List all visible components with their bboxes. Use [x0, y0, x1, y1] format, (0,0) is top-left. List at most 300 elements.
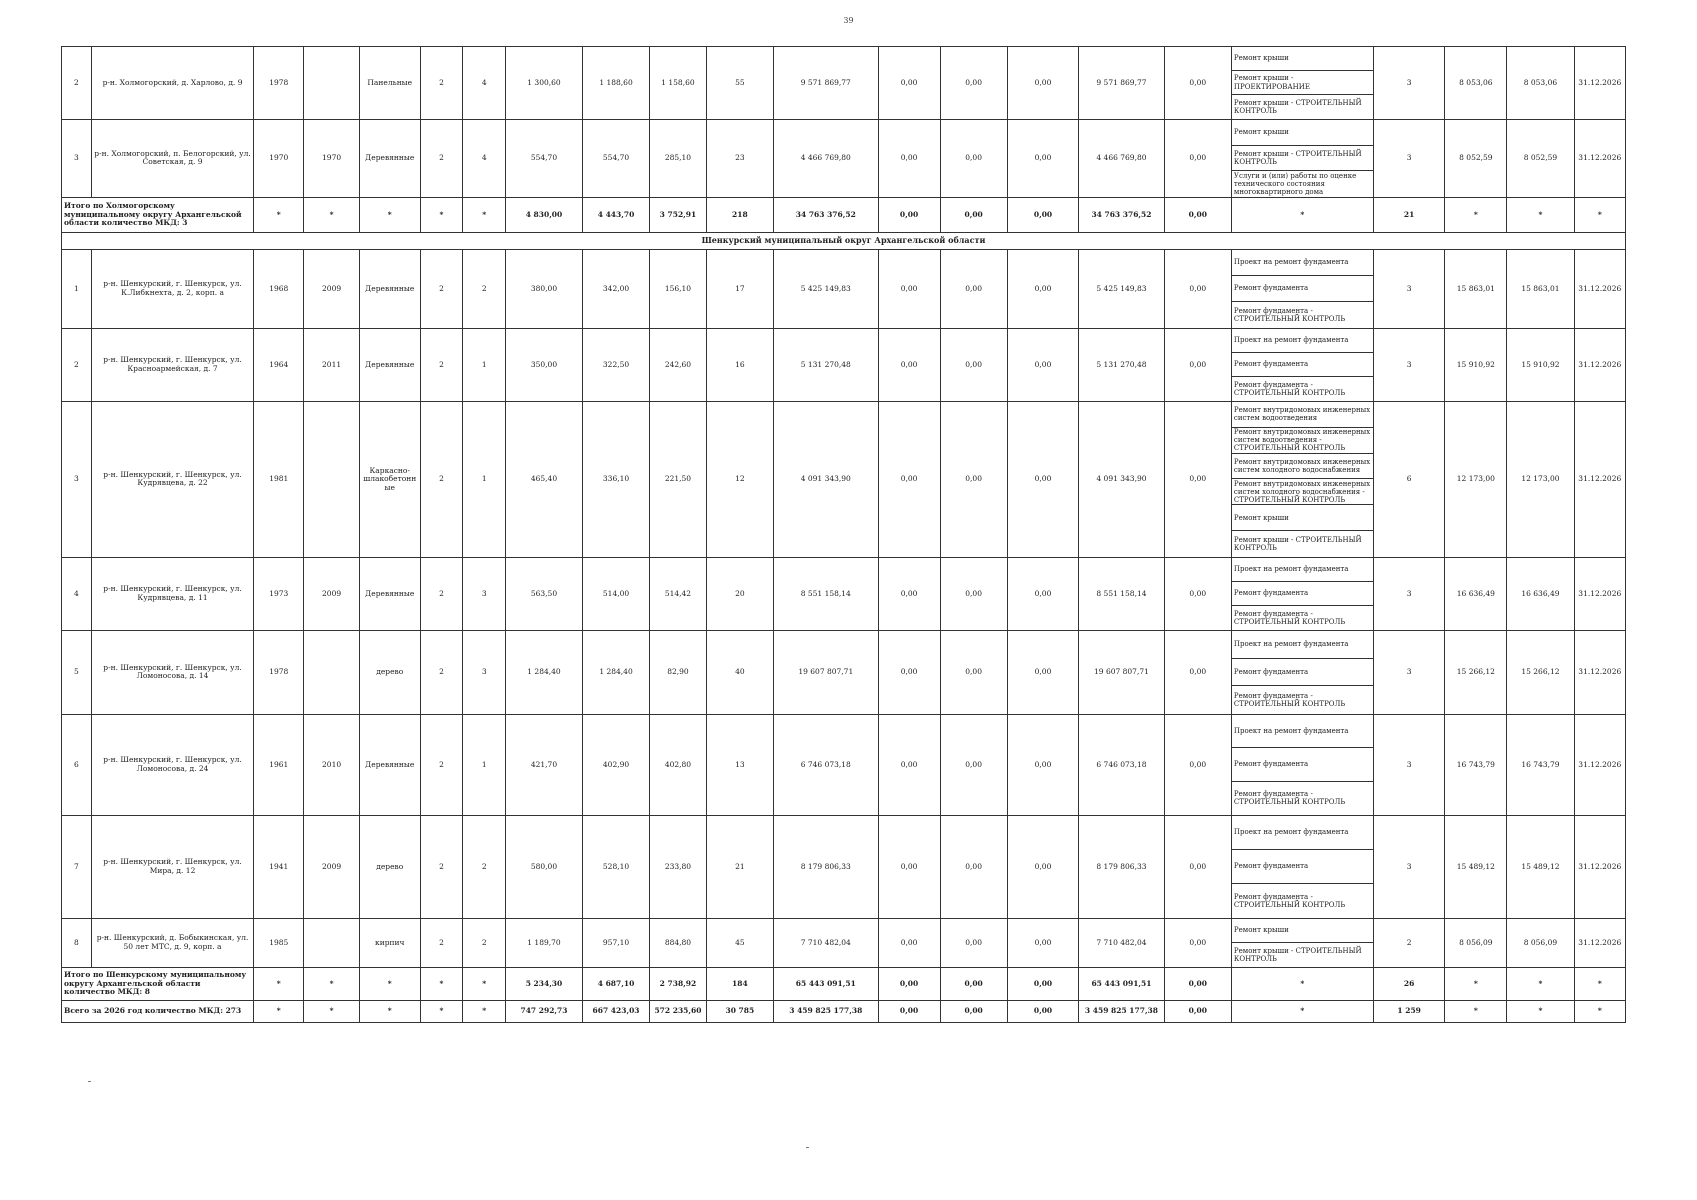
- cell-entrances: 1: [463, 401, 506, 557]
- cell-area-total: 1 189,70: [506, 918, 583, 967]
- cell-unit-cost: 16 743,79: [1445, 714, 1507, 815]
- cell-year-built: 1985: [254, 918, 304, 967]
- cell-area-living: 514,00: [582, 557, 649, 630]
- cell-budget-local: 0,00: [1007, 328, 1079, 401]
- cell-residents: 55: [706, 47, 773, 120]
- cell-deadline: 31.12.2026: [1574, 557, 1625, 630]
- cell-budget-region: 0,00: [940, 815, 1007, 918]
- cell-cost-total: 8 179 806,33: [773, 815, 878, 918]
- cell-address: р-н. Шенкурский, г. Шенкурск, ул. Кудрявцева, д. 22: [91, 401, 253, 557]
- works-cell: [1231, 815, 1373, 918]
- work-type-item: Ремонт фундамента - СТРОИТЕЛЬНЫЙ КОНТРОЛЬ: [1233, 609, 1346, 626]
- cell-budget-region: 0,00: [940, 328, 1007, 401]
- total-owners: 34 763 376,52: [1079, 197, 1164, 232]
- cell-deadline: 31.12.2026: [1574, 47, 1625, 120]
- cell-material: Деревянные: [359, 714, 420, 815]
- work-type-item: Ремонт фундамента: [1232, 659, 1373, 687]
- cell-owners: 9 571 869,77: [1079, 47, 1164, 120]
- cell-floors: 2: [420, 249, 463, 328]
- total-other: 0,00: [1164, 967, 1231, 1000]
- cell-entrances: 4: [463, 47, 506, 120]
- cell-other: 0,00: [1164, 47, 1231, 120]
- work-type-item: Ремонт крыши - СТРОИТЕЛЬНЫЙ КОНТРОЛЬ: [1233, 946, 1362, 963]
- total-star: *: [1574, 967, 1625, 1000]
- total-owners: 3 459 825 177,38: [1079, 1000, 1164, 1022]
- total-area-total: 5 234,30: [506, 967, 583, 1000]
- cell-budget-region: 0,00: [940, 47, 1007, 120]
- table-row: [62, 918, 1626, 967]
- cell-residents: 20: [706, 557, 773, 630]
- cell-no: 7: [62, 815, 92, 918]
- total-residents: 184: [706, 967, 773, 1000]
- cell-max-cost: 15 266,12: [1507, 630, 1574, 714]
- cell-entrances: 1: [463, 714, 506, 815]
- work-type-item: Ремонт фундамента: [1232, 850, 1373, 884]
- cell-cost-total: 6 746 073,18: [773, 714, 878, 815]
- cell-fund: 0,00: [878, 815, 940, 918]
- total-star: *: [420, 967, 463, 1000]
- cell-unit-cost: 8 052,59: [1445, 120, 1507, 198]
- cell-address: р-н. Холмогорский, д. Харлово, д. 9: [91, 47, 253, 120]
- work-type-item: Ремонт внутридомовых инженерных систем водоотведения - СТРОИТЕЛЬНЫЙ КОНТРОЛЬ: [1232, 428, 1373, 454]
- cell-deadline: 31.12.2026: [1574, 120, 1625, 198]
- cell-residents: 16: [706, 328, 773, 401]
- cell-year-built: 1978: [254, 47, 304, 120]
- cell-cost-total: 4 091 343,90: [773, 401, 878, 557]
- total-star: *: [254, 967, 304, 1000]
- cell-deadline: 31.12.2026: [1574, 918, 1625, 967]
- cell-address: р-н. Шенкурский, г. Шенкурск, ул. Ломоносова, д. 24: [91, 714, 253, 815]
- total-label: Итого по Холмогорскому муниципальному округу Архангельской области количество МКД: 3: [62, 197, 254, 232]
- cell-floors: 2: [420, 557, 463, 630]
- cell-material: Деревянные: [359, 120, 420, 198]
- cell-floors: 2: [420, 328, 463, 401]
- cell-area-living: 554,70: [582, 120, 649, 198]
- work-type-item: Ремонт крыши - СТРОИТЕЛЬНЫЙ КОНТРОЛЬ: [1233, 535, 1362, 553]
- total-star: *: [1507, 1000, 1574, 1022]
- page-number: 39: [843, 16, 854, 25]
- cell-year-repair: 2009: [304, 815, 360, 918]
- capital-repair-register-table: [61, 46, 1626, 1023]
- cell-area-total: 554,70: [506, 120, 583, 198]
- cell-no: 8: [62, 918, 92, 967]
- work-type-item: Ремонт крыши: [1232, 47, 1373, 71]
- cell-budget-local: 0,00: [1007, 120, 1079, 198]
- works-cell: [1231, 714, 1373, 815]
- cell-address: р-н. Шенкурский, д. Бобыкинская, ул. 50 лет МТС, д. 9, корп. а: [91, 918, 253, 967]
- total-cost-total: 34 763 376,52: [773, 197, 878, 232]
- work-type-item: Ремонт крыши: [1232, 120, 1373, 146]
- cell-owners: 5 425 149,83: [1079, 249, 1164, 328]
- cell-owners: 6 746 073,18: [1079, 714, 1164, 815]
- works-cell: [1231, 120, 1373, 198]
- total-area-total: 4 830,00: [506, 197, 583, 232]
- total-fund: 0,00: [878, 967, 940, 1000]
- cell-year-repair: 2010: [304, 714, 360, 815]
- work-type-item: Услуги и (или) работы по оценке технического состояния многоквартирного дома: [1233, 172, 1357, 197]
- cell-entrances: 3: [463, 557, 506, 630]
- cell-count: 3: [1373, 249, 1445, 328]
- cell-budget-local: 0,00: [1007, 557, 1079, 630]
- cell-max-cost: 8 052,59: [1507, 120, 1574, 198]
- work-type-item: Ремонт фундамента: [1232, 748, 1373, 781]
- cell-other: 0,00: [1164, 120, 1231, 198]
- works-cell: [1231, 557, 1373, 630]
- cell-unit-cost: 8 053,06: [1445, 47, 1507, 120]
- cell-area-living: 336,10: [582, 401, 649, 557]
- cell-floors: 2: [420, 714, 463, 815]
- section-row: [62, 232, 1626, 249]
- cell-address: р-н. Шенкурский, г. Шенкурск, ул. К.Либкнехта, д. 2, корп. а: [91, 249, 253, 328]
- cell-entrances: 2: [463, 249, 506, 328]
- cell-area-total: 350,00: [506, 328, 583, 401]
- total-area-living: 4 687,10: [582, 967, 649, 1000]
- work-type-item: Проект на ремонт фундамента: [1232, 631, 1373, 659]
- total-residents: 30 785: [706, 1000, 773, 1022]
- work-type-item: Ремонт внутридомовых инженерных систем водоотведения: [1232, 402, 1373, 428]
- cell-residents: 17: [706, 249, 773, 328]
- work-type-item: Проект на ремонт фундамента: [1232, 715, 1373, 748]
- work-type-item: Ремонт крыши - СТРОИТЕЛЬНЫЙ КОНТРОЛЬ: [1233, 98, 1362, 115]
- cell-max-cost: 16 636,49: [1507, 557, 1574, 630]
- cell-budget-local: 0,00: [1007, 401, 1079, 557]
- total-star: *: [359, 1000, 420, 1022]
- total-star: *: [254, 1000, 304, 1022]
- cell-max-cost: 16 743,79: [1507, 714, 1574, 815]
- total-star: *: [304, 1000, 360, 1022]
- cell-year-repair: [304, 918, 360, 967]
- cell-count: 2: [1373, 918, 1445, 967]
- cell-material: дерево: [359, 630, 420, 714]
- cell-count: 3: [1373, 328, 1445, 401]
- cell-area-total: 380,00: [506, 249, 583, 328]
- cell-deadline: 31.12.2026: [1574, 630, 1625, 714]
- cell-floors: 2: [420, 630, 463, 714]
- total-label: Итого по Шенкурскому муниципальному округу Архангельской области количество МКД: 8: [62, 967, 254, 1000]
- cell-owners: 8 551 158,14: [1079, 557, 1164, 630]
- cell-max-cost: 15 910,92: [1507, 328, 1574, 401]
- cell-cost-total: 8 551 158,14: [773, 557, 878, 630]
- cell-area-total: 421,70: [506, 714, 583, 815]
- cell-fund: 0,00: [878, 714, 940, 815]
- cell-area-total: 563,50: [506, 557, 583, 630]
- work-type-item: Ремонт фундамента - СТРОИТЕЛЬНЫЙ КОНТРОЛЬ: [1233, 892, 1346, 909]
- cell-no: 3: [62, 401, 92, 557]
- total-star: *: [1445, 197, 1507, 232]
- total-star: *: [1231, 1000, 1373, 1022]
- total-fund: 0,00: [878, 1000, 940, 1022]
- cell-area-total: 465,40: [506, 401, 583, 557]
- cell-fund: 0,00: [878, 47, 940, 120]
- cell-fund: 0,00: [878, 328, 940, 401]
- total-star: *: [1574, 197, 1625, 232]
- total-star: *: [1231, 197, 1373, 232]
- table-row: [62, 47, 1626, 120]
- cell-year-built: 1970: [254, 120, 304, 198]
- cell-budget-region: 0,00: [940, 557, 1007, 630]
- cell-deadline: 31.12.2026: [1574, 328, 1625, 401]
- cell-residents: 45: [706, 918, 773, 967]
- cell-fund: 0,00: [878, 401, 940, 557]
- cell-unit-cost: 15 489,12: [1445, 815, 1507, 918]
- table-row: [62, 120, 1626, 198]
- total-residents: 218: [706, 197, 773, 232]
- work-type-item: Проект на ремонт фундамента: [1232, 816, 1373, 850]
- cell-area-res: 156,10: [650, 249, 707, 328]
- cell-material: Панельные: [359, 47, 420, 120]
- cell-deadline: 31.12.2026: [1574, 249, 1625, 328]
- table-row: [62, 401, 1626, 557]
- work-type-item: Проект на ремонт фундамента: [1232, 250, 1373, 276]
- cell-address: р-н. Шенкурский, г. Шенкурск, ул. Красноармейская, д. 7: [91, 328, 253, 401]
- total-cost-total: 65 443 091,51: [773, 967, 878, 1000]
- cell-count: 3: [1373, 815, 1445, 918]
- cell-unit-cost: 15 863,01: [1445, 249, 1507, 328]
- cell-address: р-н. Шенкурский, г. Шенкурск, ул. Кудрявцева, д. 11: [91, 557, 253, 630]
- total-star: *: [463, 197, 506, 232]
- cell-area-res: 884,80: [650, 918, 707, 967]
- cell-budget-region: 0,00: [940, 630, 1007, 714]
- cell-area-living: 1 188,60: [582, 47, 649, 120]
- cell-fund: 0,00: [878, 557, 940, 630]
- cell-year-built: 1961: [254, 714, 304, 815]
- total-row: [62, 967, 1626, 1000]
- cell-budget-region: 0,00: [940, 714, 1007, 815]
- cell-entrances: 2: [463, 815, 506, 918]
- work-type-item: Ремонт крыши: [1232, 919, 1373, 943]
- scan-speck: [806, 1147, 809, 1148]
- total-area-res: 572 235,60: [650, 1000, 707, 1022]
- total-star: *: [420, 197, 463, 232]
- total-row: [62, 1000, 1626, 1022]
- cell-year-repair: [304, 630, 360, 714]
- cell-other: 0,00: [1164, 328, 1231, 401]
- cell-cost-total: 19 607 807,71: [773, 630, 878, 714]
- cell-deadline: 31.12.2026: [1574, 714, 1625, 815]
- cell-material: Деревянные: [359, 249, 420, 328]
- cell-residents: 40: [706, 630, 773, 714]
- cell-area-res: 242,60: [650, 328, 707, 401]
- total-count: 26: [1373, 967, 1445, 1000]
- total-budget-local: 0,00: [1007, 1000, 1079, 1022]
- work-type-item: Ремонт фундамента - СТРОИТЕЛЬНЫЙ КОНТРОЛЬ: [1233, 380, 1346, 397]
- work-type-item: Ремонт крыши: [1232, 505, 1373, 531]
- cell-unit-cost: 12 173,00: [1445, 401, 1507, 557]
- total-other: 0,00: [1164, 1000, 1231, 1022]
- cell-year-built: 1981: [254, 401, 304, 557]
- cell-residents: 12: [706, 401, 773, 557]
- cell-budget-local: 0,00: [1007, 249, 1079, 328]
- cell-no: 3: [62, 120, 92, 198]
- total-star: *: [1445, 1000, 1507, 1022]
- table-row: [62, 249, 1626, 328]
- cell-residents: 13: [706, 714, 773, 815]
- total-budget-local: 0,00: [1007, 197, 1079, 232]
- cell-other: 0,00: [1164, 249, 1231, 328]
- cell-fund: 0,00: [878, 918, 940, 967]
- cell-area-living: 322,50: [582, 328, 649, 401]
- cell-no: 5: [62, 630, 92, 714]
- works-cell: [1231, 328, 1373, 401]
- cell-max-cost: 15 863,01: [1507, 249, 1574, 328]
- work-type-item: Ремонт фундамента: [1232, 276, 1373, 302]
- cell-deadline: 31.12.2026: [1574, 815, 1625, 918]
- cell-owners: 4 091 343,90: [1079, 401, 1164, 557]
- cell-cost-total: 4 466 769,80: [773, 120, 878, 198]
- cell-year-built: 1978: [254, 630, 304, 714]
- total-budget-region: 0,00: [940, 967, 1007, 1000]
- cell-count: 3: [1373, 557, 1445, 630]
- cell-no: 2: [62, 328, 92, 401]
- cell-other: 0,00: [1164, 630, 1231, 714]
- total-star: *: [359, 197, 420, 232]
- cell-area-total: 1 284,40: [506, 630, 583, 714]
- cell-budget-region: 0,00: [940, 401, 1007, 557]
- cell-max-cost: 8 056,09: [1507, 918, 1574, 967]
- cell-floors: 2: [420, 120, 463, 198]
- cell-deadline: 31.12.2026: [1574, 401, 1625, 557]
- cell-owners: 8 179 806,33: [1079, 815, 1164, 918]
- total-area-res: 2 738,92: [650, 967, 707, 1000]
- cell-other: 0,00: [1164, 401, 1231, 557]
- cell-count: 3: [1373, 714, 1445, 815]
- cell-area-total: 580,00: [506, 815, 583, 918]
- work-type-item: Ремонт фундамента - СТРОИТЕЛЬНЫЙ КОНТРОЛЬ: [1233, 306, 1346, 323]
- cell-area-res: 402,80: [650, 714, 707, 815]
- cell-area-living: 528,10: [582, 815, 649, 918]
- total-area-res: 3 752,91: [650, 197, 707, 232]
- cell-entrances: 4: [463, 120, 506, 198]
- cell-floors: 2: [420, 47, 463, 120]
- total-star: *: [1445, 967, 1507, 1000]
- table-row: [62, 815, 1626, 918]
- total-budget-region: 0,00: [940, 1000, 1007, 1022]
- cell-count: 6: [1373, 401, 1445, 557]
- works-cell: [1231, 47, 1373, 120]
- cell-unit-cost: 15 266,12: [1445, 630, 1507, 714]
- cell-count: 3: [1373, 47, 1445, 120]
- cell-year-repair: 2009: [304, 557, 360, 630]
- cell-year-repair: [304, 47, 360, 120]
- total-star: *: [1574, 1000, 1625, 1022]
- cell-material: Деревянные: [359, 328, 420, 401]
- cell-area-res: 82,90: [650, 630, 707, 714]
- work-type-item: Ремонт внутридомовых инженерных систем холодного водоснабжения: [1232, 454, 1373, 480]
- cell-max-cost: 12 173,00: [1507, 401, 1574, 557]
- cell-area-living: 402,90: [582, 714, 649, 815]
- work-type-item: Ремонт фундамента: [1232, 353, 1373, 377]
- cell-year-repair: [304, 401, 360, 557]
- cell-area-res: 233,80: [650, 815, 707, 918]
- cell-material: дерево: [359, 815, 420, 918]
- cell-fund: 0,00: [878, 630, 940, 714]
- total-owners: 65 443 091,51: [1079, 967, 1164, 1000]
- cell-budget-local: 0,00: [1007, 630, 1079, 714]
- cell-other: 0,00: [1164, 557, 1231, 630]
- cell-cost-total: 7 710 482,04: [773, 918, 878, 967]
- works-cell: [1231, 249, 1373, 328]
- cell-area-living: 957,10: [582, 918, 649, 967]
- cell-year-built: 1973: [254, 557, 304, 630]
- total-star: *: [1231, 967, 1373, 1000]
- total-star: *: [359, 967, 420, 1000]
- cell-cost-total: 5 131 270,48: [773, 328, 878, 401]
- total-star: *: [463, 1000, 506, 1022]
- cell-count: 3: [1373, 630, 1445, 714]
- scan-speck: [88, 1081, 91, 1082]
- total-star: *: [304, 197, 360, 232]
- cell-year-built: 1941: [254, 815, 304, 918]
- cell-entrances: 2: [463, 918, 506, 967]
- total-cost-total: 3 459 825 177,38: [773, 1000, 878, 1022]
- cell-unit-cost: 8 056,09: [1445, 918, 1507, 967]
- cell-area-living: 342,00: [582, 249, 649, 328]
- work-type-item: Ремонт фундамента - СТРОИТЕЛЬНЫЙ КОНТРОЛЬ: [1233, 790, 1346, 807]
- cell-budget-local: 0,00: [1007, 815, 1079, 918]
- cell-other: 0,00: [1164, 714, 1231, 815]
- cell-owners: 19 607 807,71: [1079, 630, 1164, 714]
- cell-count: 3: [1373, 120, 1445, 198]
- table-row: [62, 714, 1626, 815]
- section-title: Шенкурский муниципальный округ Архангельской области: [62, 232, 1626, 249]
- cell-no: 1: [62, 249, 92, 328]
- cell-area-total: 1 300,60: [506, 47, 583, 120]
- total-count: 21: [1373, 197, 1445, 232]
- cell-owners: 7 710 482,04: [1079, 918, 1164, 967]
- work-type-item: Ремонт крыши - ПРОЕКТИРОВАНИЕ: [1232, 71, 1373, 95]
- total-star: *: [254, 197, 304, 232]
- cell-residents: 21: [706, 815, 773, 918]
- cell-budget-region: 0,00: [940, 918, 1007, 967]
- total-star: *: [1507, 967, 1574, 1000]
- cell-no: 6: [62, 714, 92, 815]
- cell-owners: 5 131 270,48: [1079, 328, 1164, 401]
- total-row: [62, 197, 1626, 232]
- work-type-item: Ремонт фундамента - СТРОИТЕЛЬНЫЙ КОНТРОЛЬ: [1233, 692, 1346, 709]
- cell-budget-region: 0,00: [940, 120, 1007, 198]
- table-row: [62, 630, 1626, 714]
- total-label: Всего за 2026 год количество МКД: 273: [62, 1000, 254, 1022]
- cell-year-repair: 1970: [304, 120, 360, 198]
- cell-year-built: 1968: [254, 249, 304, 328]
- cell-address: р-н. Шенкурский, г. Шенкурск, ул. Мира, д. 12: [91, 815, 253, 918]
- table-row: [62, 328, 1626, 401]
- total-count: 1 259: [1373, 1000, 1445, 1022]
- work-type-item: Ремонт внутридомовых инженерных систем холодного водоснабжения - СТРОИТЕЛЬНЫЙ КОНТРОЛЬ: [1232, 479, 1373, 505]
- cell-fund: 0,00: [878, 249, 940, 328]
- works-cell: [1231, 630, 1373, 714]
- cell-budget-local: 0,00: [1007, 714, 1079, 815]
- cell-cost-total: 5 425 149,83: [773, 249, 878, 328]
- cell-cost-total: 9 571 869,77: [773, 47, 878, 120]
- total-area-living: 667 423,03: [582, 1000, 649, 1022]
- total-star: *: [304, 967, 360, 1000]
- cell-area-res: 285,10: [650, 120, 707, 198]
- total-star: *: [420, 1000, 463, 1022]
- cell-owners: 4 466 769,80: [1079, 120, 1164, 198]
- total-budget-region: 0,00: [940, 197, 1007, 232]
- work-type-item: Проект на ремонт фундамента: [1232, 558, 1373, 582]
- work-type-item: Ремонт фундамента: [1232, 582, 1373, 606]
- cell-area-res: 221,50: [650, 401, 707, 557]
- total-budget-local: 0,00: [1007, 967, 1079, 1000]
- total-area-total: 747 292,73: [506, 1000, 583, 1022]
- cell-fund: 0,00: [878, 120, 940, 198]
- cell-budget-region: 0,00: [940, 249, 1007, 328]
- work-type-item: Ремонт крыши - СТРОИТЕЛЬНЫЙ КОНТРОЛЬ: [1232, 146, 1373, 172]
- cell-area-res: 1 158,60: [650, 47, 707, 120]
- total-other: 0,00: [1164, 197, 1231, 232]
